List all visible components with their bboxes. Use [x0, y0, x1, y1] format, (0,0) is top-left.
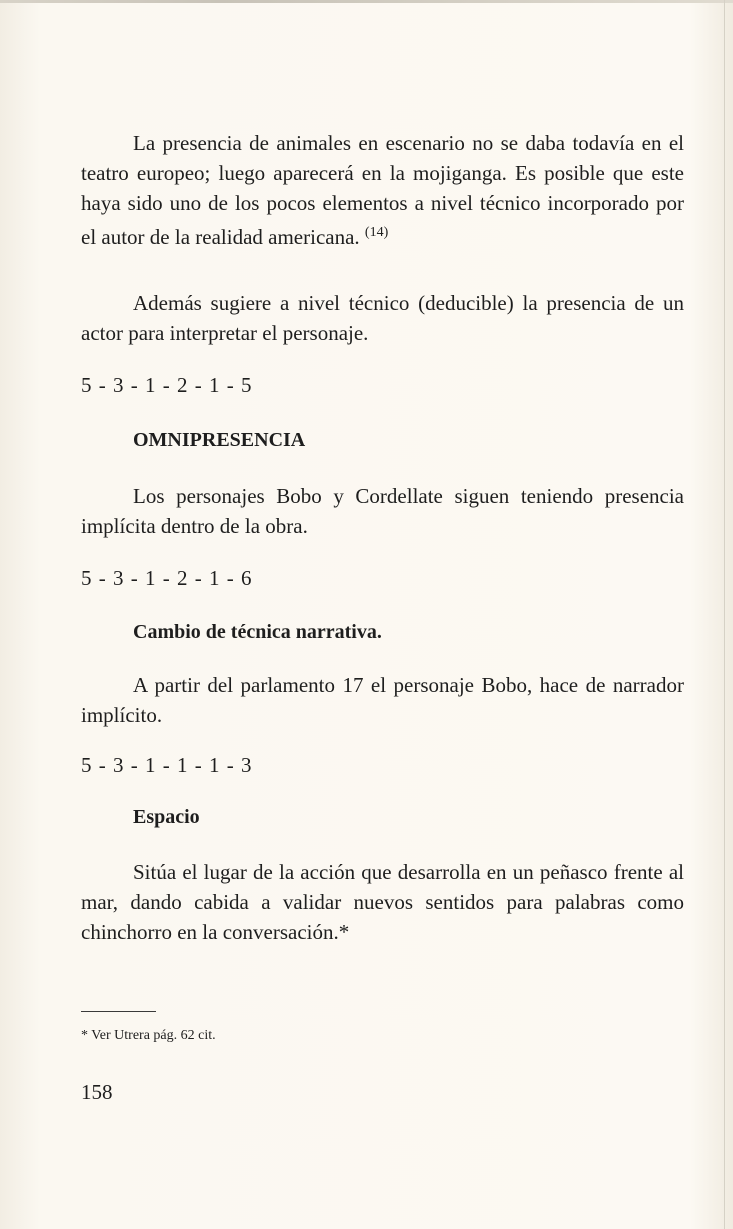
page-number: 158 [81, 1080, 113, 1104]
paragraph-actor-text: Además sugiere a nivel técnico (deducible) la presencia de un actor para interpretar el personaje. [81, 291, 684, 345]
section-code-3: 5 - 3 - 1 - 1 - 1 - 3 [81, 753, 253, 777]
page-top-edge [0, 0, 733, 3]
paragraph-personajes-text: Los personajes Bobo y Cordellate siguen teniendo presencia implícita dentro de la obra. [81, 484, 684, 538]
heading-cambio-tecnica: Cambio de técnica narrativa. [133, 621, 382, 643]
page-right-edge [724, 0, 725, 1229]
paragraph-actor [81, 288, 684, 348]
section-code-1: 5 - 3 - 1 - 2 - 1 - 5 [81, 373, 253, 397]
paragraph-animales-text: La presencia de animales en escenario no se daba todavía en el teatro europeo; luego aparecerá en la mojiganga. Es posible que este haya sido uno de los pocos elementos a nivel técnico incorporado por el autor de la realidad americana. [81, 131, 684, 249]
heading-espacio: Espacio [133, 806, 200, 828]
paragraph-espacio-text: Sitúa el lugar de la acción que desarrolla en un peñasco frente al mar, dando cabida a validar nuevos sentidos para palabras como chinchorro en la conversación.* [81, 860, 684, 944]
footnote: * Ver Utrera pág. 62 cit. [81, 1028, 216, 1043]
paragraph-narrador [81, 670, 684, 730]
paragraph-personajes [81, 481, 684, 541]
note-reference: (14) [364, 225, 389, 240]
paragraph-narrador-text: A partir del parlamento 17 el personaje Bobo, hace de narrador implícito. [81, 673, 684, 727]
paragraph-animales [81, 128, 684, 252]
heading-omnipresencia: OMNIPRESENCIA [133, 429, 306, 451]
footnote-divider [81, 1011, 156, 1012]
section-code-2: 5 - 3 - 1 - 2 - 1 - 6 [81, 566, 253, 590]
paragraph-espacio [81, 857, 684, 947]
